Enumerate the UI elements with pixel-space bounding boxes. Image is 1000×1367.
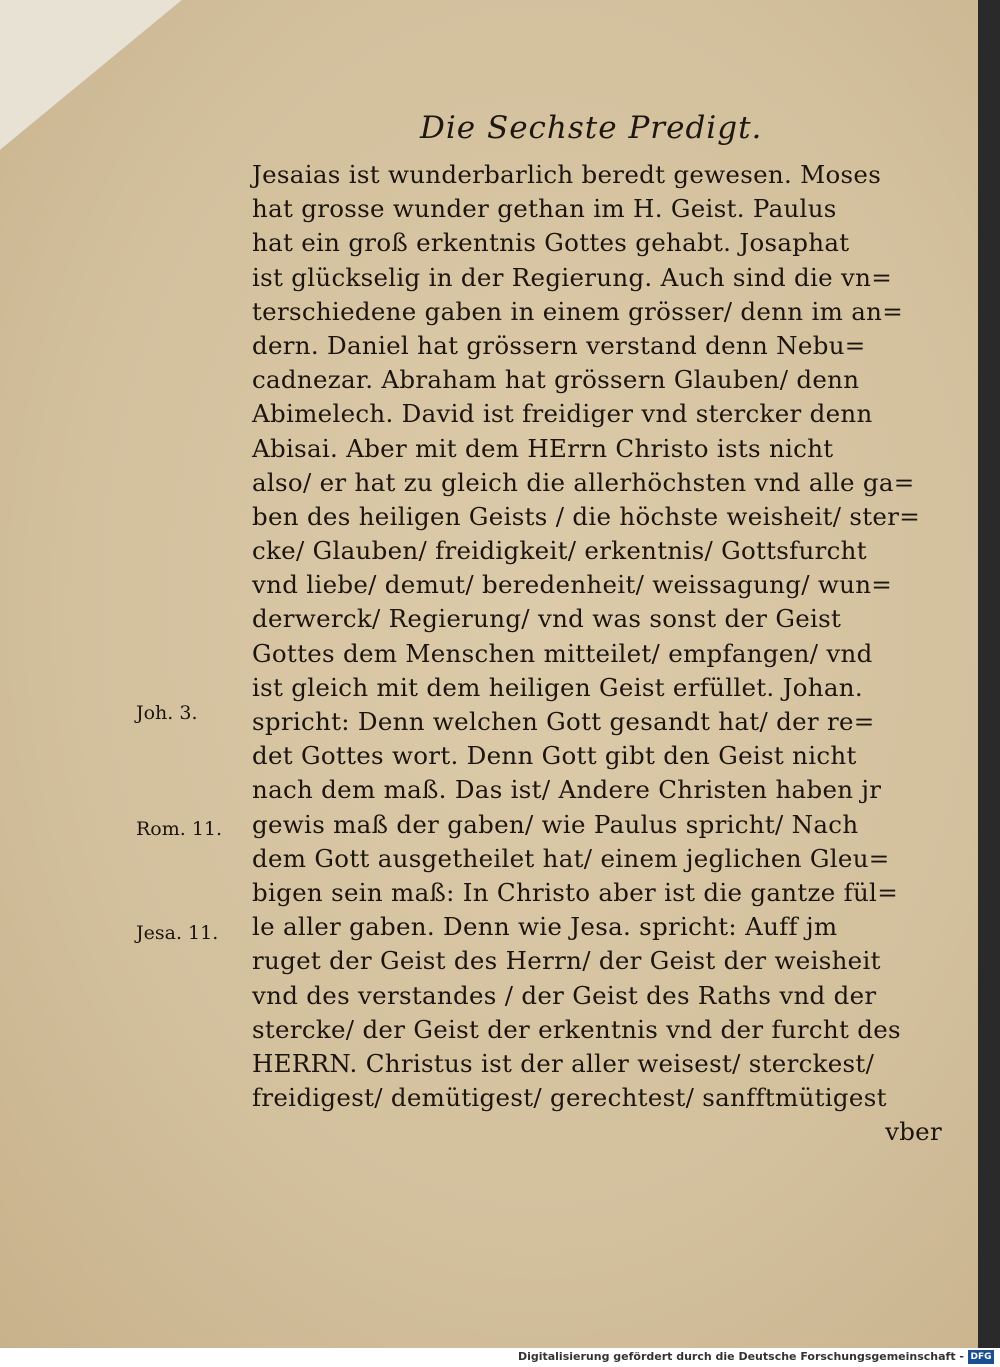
text-line: Abimelech. David ist freidiger vnd stercker denn [252,399,873,429]
running-head: Die Sechste Predigt. [420,110,763,146]
funding-credit: Digitalisierung gefördert durch die Deutsche Forschungsgemeinschaft - [517,1350,964,1363]
text-line: cke/ Glauben/ freidigkeit/ erkentnis/ Gottsfurcht [252,536,867,566]
text-line: Abisai. Aber mit dem HErrn Christo ists nicht [252,433,834,463]
text-line: derwerck/ Regierung/ vnd was sonst der Geist [252,604,842,634]
text-line: dem Gott ausgetheilet hat/ einem jeglichen Gleu= [252,843,890,873]
text-line: ben des heiligen Geists / die höchste weisheit/ ster= [252,501,921,531]
text-line: stercke/ der Geist der erkentnis vnd der furcht des [252,1014,901,1044]
text-line: hat ein groß erkentnis Gottes gehabt. Josaphat [252,228,850,258]
text-line: bigen sein maß: In Christo aber ist die gantze fül= [252,877,899,907]
text-line: le aller gaben. Denn wie Jesa. spricht: Auff jm [252,912,838,942]
marginal-note-joh: Joh. 3. [136,702,198,724]
text-line: hat grosse wunder gethan im H. Geist. Paulus [252,194,837,224]
text-line: freidigest/ demütigest/ gerechtest/ sanfftmütigest [252,1083,887,1113]
text-line: spricht: Denn welchen Gott gesandt hat/ der re= [252,707,875,736]
text-line: ist glückselig in der Regierung. Auch sind die vn= [252,262,893,292]
marginal-note-rom: Rom. 11. [136,818,223,840]
text-line: vnd liebe/ demut/ beredenheit/ weissagung/ wun= [252,570,893,600]
text-line: vnd des verstandes / der Geist des Raths vnd der [252,980,877,1010]
text-line: ruget der Geist des Herrn/ der Geist der weisheit [252,946,881,976]
text-line: also/ er hat zu gleich die allerhöchsten vnd alle ga= [252,467,915,497]
text-line: nach dem maß. Das ist/ Andere Christen haben jr [252,775,882,805]
body-text [252,158,942,1149]
catchword: vber [885,1117,942,1147]
text-line: gewis maß der gaben/ wie Paulus spricht/ Nach [252,809,859,839]
text-line: dern. Daniel hat grössern verstand denn Nebu= [252,330,866,360]
text-line: ist gleich mit dem heiligen Geist erfüllet. Johan. [252,672,863,702]
text-line: Jesaias ist wunderbarlich beredt gewesen. Moses [252,160,882,189]
text-line: Gottes dem Menschen mitteilet/ empfangen/ vnd [252,638,873,668]
text-line: terschiedene gaben in einem grösser/ denn im an= [252,296,904,326]
text-line: cadnezar. Abraham hat grössern Glauben/ denn [252,365,860,395]
marginal-note-jesa: Jesa. 11. [136,922,219,944]
text-line: det Gottes wort. Denn Gott gibt den Geist nicht [252,741,857,771]
dfg-logo: DFG [968,1350,994,1364]
text-line: HERRN. Christus ist der aller weisest/ sterckest/ [252,1048,875,1078]
